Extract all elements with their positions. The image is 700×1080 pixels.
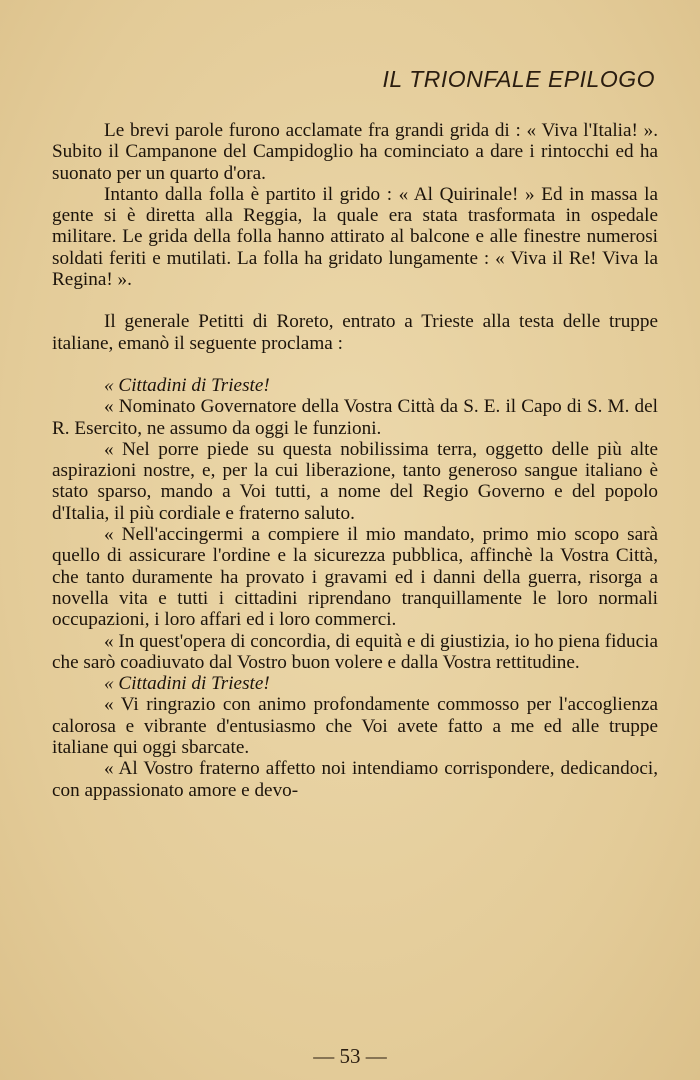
proclamation-paragraph: « In quest'opera di concordia, di equità e di giustizia, io ho piena fiducia che sarò coadiuvato dal Vostro buon volere e dalla Vostra rettitudine. — [52, 630, 658, 673]
proclamation-paragraph: « Vi ringrazio con animo profondamente commosso per l'accoglienza calorosa e vibrante d'entusiasmo che Voi avete fatto a me ed alle truppe italiane qui oggi sbarcate. — [52, 694, 658, 759]
proclamation-salutation: « Cittadini di Trieste! — [104, 673, 270, 695]
page-number: — 53 — — [313, 1044, 387, 1068]
proclamation-salutation: « Cittadini di Trieste! — [104, 374, 270, 396]
proclamation-paragraph: « Al Vostro fraterno affetto noi intendiamo corrispondere, dedicandoci, con appassionato amore e devo- — [52, 758, 658, 801]
paragraph-proclamation-intro: Il generale Petitti di Roreto, entrato a Trieste alla testa delle truppe italiane, emanò il seguente proclama : — [52, 311, 658, 354]
proclamation-paragraph: « Nell'accingermi a compiere il mio mandato, primo mio scopo sarà quello di assicurare l'ordine e la sicurezza pubblica, affinchè la Vostra Città, che tanto duramente ha provato i gravami ed i danni della guerra, risorga a novella vita e tutti i cittadini riprendano tranquillamente le loro normali occupazioni, i loro affari ed i loro commerci. — [52, 524, 658, 631]
running-header: IL TRIONFALE EPILOGO — [382, 66, 655, 92]
paragraph-quirinale: Intanto dalla folla è partito il grido : « Al Quirinale! » Ed in massa la gente si è diretta alla Reggia, la quale era stata trasformata in ospedale militare. Le grida della folla hanno attirato al balcone e alle finestre numerosi soldati feriti e mutilati. La folla ha gridato lungamente : « Viva il Re! Viva la Regina! ». — [52, 183, 658, 291]
paragraph-acclamation: Le brevi parole furono acclamate fra grandi grida di : « Viva l'Italia! ». Subito il Campanone del Campidoglio ha cominciato a dare i rintocchi ed ha suonato per un quarto d'ora. — [52, 120, 658, 184]
body-text — [52, 120, 658, 801]
proclamation-paragraph: « Nel porre piede su questa nobilissima terra, oggetto delle più alte aspirazioni nostre, e, per la cui liberazione, tanto generoso sangue italiano è stato sparso, mando a Voi tutti, a nome del Regio Governo e del popolo d'Italia, il più cordiale e fraterno saluto. — [52, 438, 658, 524]
proclamation-paragraph: « Nominato Governatore della Vostra Città da S. E. il Capo di S. M. del R. Esercito, ne assumo da oggi le funzioni. — [52, 396, 658, 439]
